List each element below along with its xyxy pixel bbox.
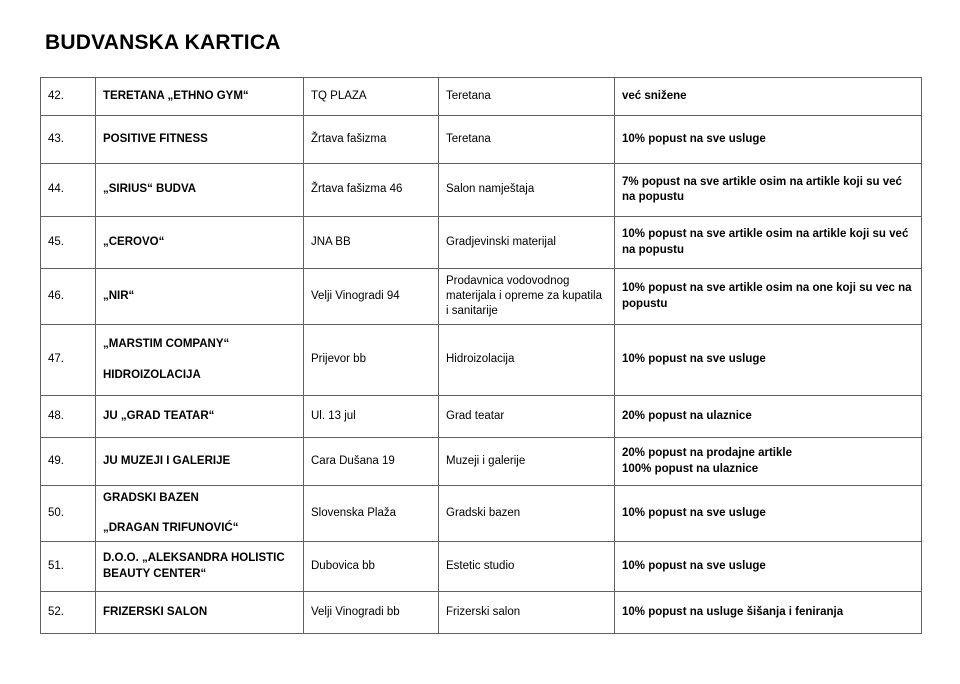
table-row (41, 325, 922, 396)
page-title: BUDVANSKA KARTICA (45, 31, 281, 54)
table-row (41, 438, 922, 486)
table-row (41, 542, 922, 592)
discount-line: 100% popust na ulaznice (622, 462, 759, 475)
cell-discount (615, 164, 922, 217)
cell-name (96, 217, 304, 269)
name-line: HIDROIZOLACIJA (103, 368, 201, 381)
discount-line: 10% popust na sve usluge (622, 506, 766, 519)
cell-discount (615, 486, 922, 542)
cell-discount (615, 78, 922, 116)
cell-name (96, 396, 304, 438)
cell-category: Frizerski salon (439, 592, 615, 634)
cell-number: 46. (41, 269, 96, 325)
cell-number: 44. (41, 164, 96, 217)
cell-category: Salon namještaja (439, 164, 615, 217)
cell-discount (615, 217, 922, 269)
cell-address: Cara Dušana 19 (304, 438, 439, 486)
cell-number: 48. (41, 396, 96, 438)
cell-address: Velji Vinogradi 94 (304, 269, 439, 325)
table-row (41, 592, 922, 634)
cell-name (96, 486, 304, 542)
cell-address: Žrtava fašizma (304, 116, 439, 164)
cell-number: 51. (41, 542, 96, 592)
cell-address: Velji Vinogradi bb (304, 592, 439, 634)
table-row (41, 78, 922, 116)
cell-name (96, 438, 304, 486)
cell-category: Gradski bazen (439, 486, 615, 542)
discount-table (40, 77, 922, 634)
name-line: „DRAGAN TRIFUNOVIĆ“ (103, 522, 239, 535)
cell-discount (615, 396, 922, 438)
cell-address: Slovenska Plaža (304, 486, 439, 542)
cell-name (96, 116, 304, 164)
cell-discount (615, 438, 922, 486)
table-row (41, 116, 922, 164)
cell-category: Teretana (439, 78, 615, 116)
table-row (41, 164, 922, 217)
discount-line: 20% popust na ulaznice (622, 409, 752, 422)
cell-number: 49. (41, 438, 96, 486)
cell-name (96, 78, 304, 116)
cell-discount (615, 325, 922, 396)
discount-line: 20% popust na prodajne artikle (622, 447, 792, 460)
name-line: POSITIVE FITNESS (103, 132, 208, 145)
cell-category: Estetic studio (439, 542, 615, 592)
table-row (41, 269, 922, 325)
name-line: „NIR“ (103, 289, 135, 302)
name-line: „CEROVO“ (103, 235, 165, 248)
cell-number: 45. (41, 217, 96, 269)
cell-name (96, 542, 304, 592)
cell-number: 52. (41, 592, 96, 634)
table-row (41, 486, 922, 542)
name-line: GRADSKI BAZEN (103, 491, 199, 504)
cell-category: Prodavnica vodovodnog materijala i opreme za kupatila i sanitarije (439, 269, 615, 325)
cell-name (96, 325, 304, 396)
cell-address: Prijevor bb (304, 325, 439, 396)
discount-line: 10% popust na sve artikle osim na one koji su vec na popustu (622, 282, 912, 310)
cell-discount (615, 269, 922, 325)
name-line: D.O.O. „ALEKSANDRA HOLISTIC BEAUTY CENTER“ (103, 552, 285, 580)
table-row (41, 396, 922, 438)
cell-name (96, 592, 304, 634)
cell-address: Žrtava fašizma 46 (304, 164, 439, 217)
table-row (41, 217, 922, 269)
cell-number: 47. (41, 325, 96, 396)
cell-name (96, 269, 304, 325)
name-line (103, 352, 296, 367)
name-line: JU MUZEJI I GALERIJE (103, 454, 231, 467)
cell-category: Grad teatar (439, 396, 615, 438)
discount-line: 10% popust na sve usluge (622, 559, 766, 572)
cell-discount (615, 116, 922, 164)
discount-line: 10% popust na sve artikle osim na artikle koji su već na popustu (622, 228, 909, 256)
discount-table-body (41, 78, 922, 634)
name-line: JU „GRAD TEATAR“ (103, 409, 215, 422)
name-line: „SIRIUS“ BUDVA (103, 183, 197, 196)
cell-category: Hidroizolacija (439, 325, 615, 396)
cell-address: TQ PLAZA (304, 78, 439, 116)
cell-discount (615, 592, 922, 634)
name-line: TERETANA „ETHNO GYM“ (103, 89, 249, 102)
name-line: „MARSTIM COMPANY“ (103, 338, 230, 351)
discount-line: već snižene (622, 89, 687, 102)
cell-category: Gradjevinski materijal (439, 217, 615, 269)
cell-name (96, 164, 304, 217)
discount-line: 7% popust na sve artikle osim na artikle koji su već na popustu (622, 175, 902, 203)
cell-discount (615, 542, 922, 592)
name-line (103, 506, 296, 521)
cell-number: 43. (41, 116, 96, 164)
cell-number: 50. (41, 486, 96, 542)
cell-address: Dubovica bb (304, 542, 439, 592)
cell-number: 42. (41, 78, 96, 116)
discount-line: 10% popust na usluge šišanja i feniranja (622, 605, 844, 618)
cell-address: JNA BB (304, 217, 439, 269)
discount-line: 10% popust na sve usluge (622, 132, 766, 145)
cell-address: Ul. 13 jul (304, 396, 439, 438)
cell-category: Teretana (439, 116, 615, 164)
discount-line: 10% popust na sve usluge (622, 353, 766, 366)
cell-category: Muzeji i galerije (439, 438, 615, 486)
name-line: FRIZERSKI SALON (103, 605, 208, 618)
